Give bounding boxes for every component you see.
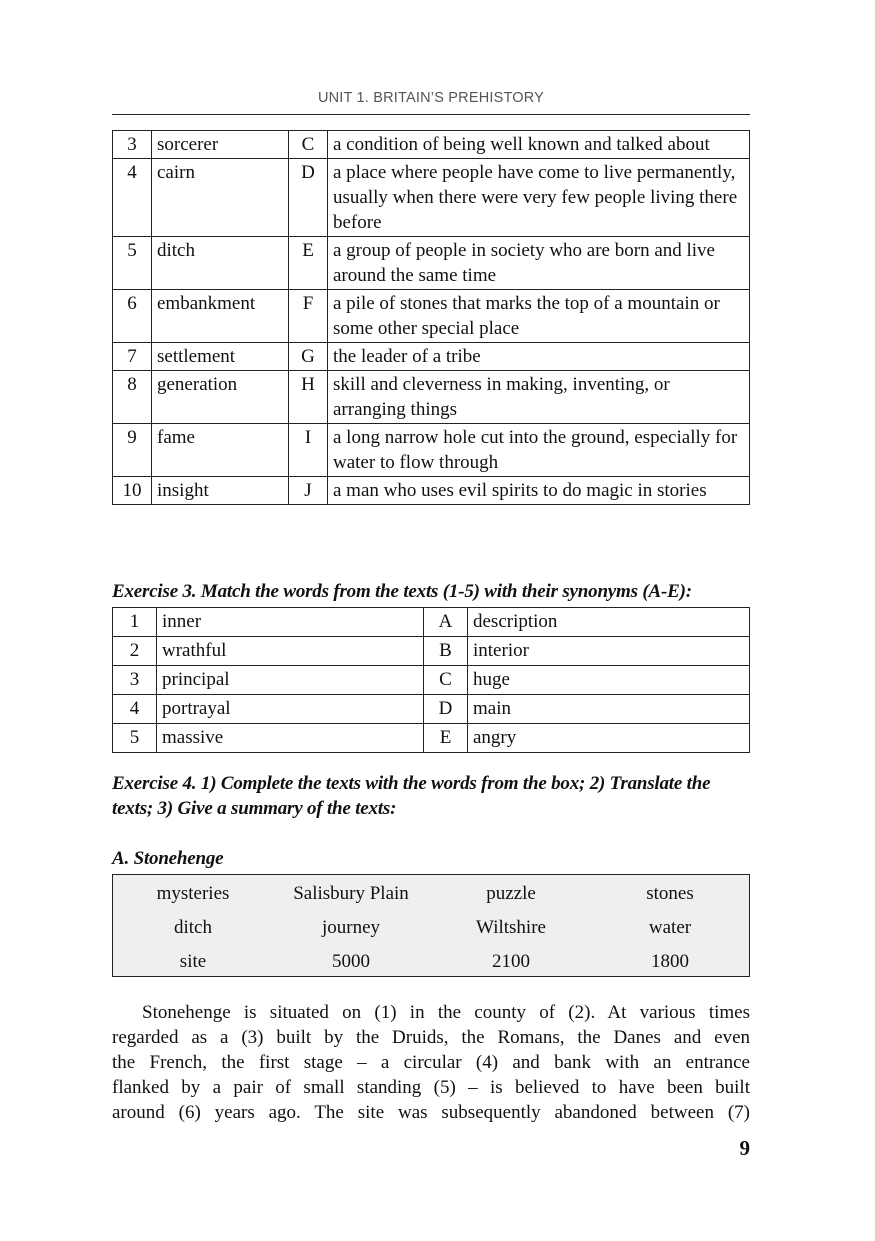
table-row: [113, 131, 750, 159]
row-number: 2: [113, 637, 157, 666]
term-word: cairn: [152, 159, 289, 237]
definition-text: a condition of being well known and talked about: [328, 131, 750, 159]
table-row: [113, 159, 750, 237]
row-number: 9: [113, 424, 152, 477]
stonehenge-paragraph: [112, 1000, 750, 1125]
table-row: [113, 371, 750, 424]
word-box-item: water: [648, 917, 692, 938]
synonym-word: huge: [468, 666, 750, 695]
synonym-letter: C: [424, 666, 468, 695]
word-box-item: stones: [646, 883, 694, 904]
table-row: [113, 666, 750, 695]
definition-letter: H: [289, 371, 328, 424]
word-box: [112, 874, 750, 977]
word-box-item: 1800: [651, 951, 689, 972]
source-word: portrayal: [157, 695, 424, 724]
row-number: 1: [113, 608, 157, 637]
row-number: 5: [113, 237, 152, 290]
synonym-letter: E: [424, 724, 468, 753]
table-row: [113, 290, 750, 343]
paragraph-line: flanked by a pair of small standing (5) – is believed to have been built: [112, 1077, 750, 1098]
row-number: 3: [113, 131, 152, 159]
synonym-word: interior: [468, 637, 750, 666]
definition-letter: G: [289, 343, 328, 371]
definition-text: the leader of a tribe: [328, 343, 750, 371]
row-number: 4: [113, 695, 157, 724]
table-row: [113, 608, 750, 637]
definition-text: a group of people in society who are born and live around the same time: [328, 237, 750, 290]
definition-text: a man who uses evil spirits to do magic in stories: [328, 477, 750, 505]
vocabulary-matching-table: [112, 130, 750, 505]
row-number: 4: [113, 159, 152, 237]
word-box-item: puzzle: [486, 883, 536, 904]
definition-text: skill and cleverness in making, inventing, or arranging things: [328, 371, 750, 424]
synonym-word: main: [468, 695, 750, 724]
table-row: [113, 343, 750, 371]
section-a-title: A. Stonehenge: [112, 848, 224, 869]
word-box-item: site: [179, 951, 207, 972]
table-row: [113, 637, 750, 666]
definition-letter: D: [289, 159, 328, 237]
row-number: 7: [113, 343, 152, 371]
definition-text: a pile of stones that marks the top of a mountain or some other special place: [328, 290, 750, 343]
page-number: 9: [739, 1136, 750, 1160]
word-box-item: ditch: [174, 917, 212, 938]
definition-text: a long narrow hole cut into the ground, especially for water to flow through: [328, 424, 750, 477]
word-box-item: mysteries: [156, 883, 230, 904]
source-word: wrathful: [157, 637, 424, 666]
row-number: 10: [113, 477, 152, 505]
term-word: sorcerer: [152, 131, 289, 159]
source-word: massive: [157, 724, 424, 753]
synonym-letter: D: [424, 695, 468, 724]
row-number: 3: [113, 666, 157, 695]
paragraph-line: Stonehenge is situated on (1) in the county of (2). At various times: [142, 1002, 750, 1023]
definition-letter: J: [289, 477, 328, 505]
definition-letter: C: [289, 131, 328, 159]
term-word: ditch: [152, 237, 289, 290]
row-number: 6: [113, 290, 152, 343]
row-number: 8: [113, 371, 152, 424]
term-word: embankment: [152, 290, 289, 343]
term-word: generation: [152, 371, 289, 424]
word-box-item: 5000: [332, 951, 370, 972]
paragraph-line: the French, the first stage – a circular (4) and bank with an entrance: [112, 1052, 750, 1073]
source-word: inner: [157, 608, 424, 637]
synonym-letter: B: [424, 637, 468, 666]
header-divider: [112, 114, 750, 115]
table-row: [113, 424, 750, 477]
term-word: fame: [152, 424, 289, 477]
definition-letter: E: [289, 237, 328, 290]
word-box-item: 2100: [492, 951, 530, 972]
table-row: [113, 695, 750, 724]
definition-text: a place where people have come to live permanently, usually when there were very few people living there before: [328, 159, 750, 237]
word-box-item: Salisbury Plain: [293, 883, 409, 904]
table-row: [113, 237, 750, 290]
row-number: 5: [113, 724, 157, 753]
synonym-word: description: [468, 608, 750, 637]
word-box-item: Wiltshire: [476, 917, 546, 938]
exercise-3-heading: Exercise 3. Match the words from the texts (1-5) with their synonyms (A-E):: [112, 581, 692, 602]
running-header: UNIT 1. BRITAIN’S PREHISTORY: [317, 90, 545, 106]
definition-letter: I: [289, 424, 328, 477]
synonyms-matching-table: [112, 607, 750, 753]
paragraph-line: around (6) years ago. The site was subsequently abandoned between (7): [112, 1102, 750, 1123]
word-box-item: journey: [321, 917, 381, 938]
source-word: principal: [157, 666, 424, 695]
definition-letter: F: [289, 290, 328, 343]
term-word: settlement: [152, 343, 289, 371]
table-row: [113, 724, 750, 753]
term-word: insight: [152, 477, 289, 505]
exercise-4-heading: Exercise 4. 1) Complete the texts with the words from the box; 2) Translate the texts; 3) Give a summary of the texts:: [112, 773, 711, 819]
paragraph-line: regarded as a (3) built by the Druids, the Romans, the Danes and even: [112, 1027, 750, 1048]
table-row: [113, 477, 750, 505]
synonym-letter: A: [424, 608, 468, 637]
synonym-word: angry: [468, 724, 750, 753]
